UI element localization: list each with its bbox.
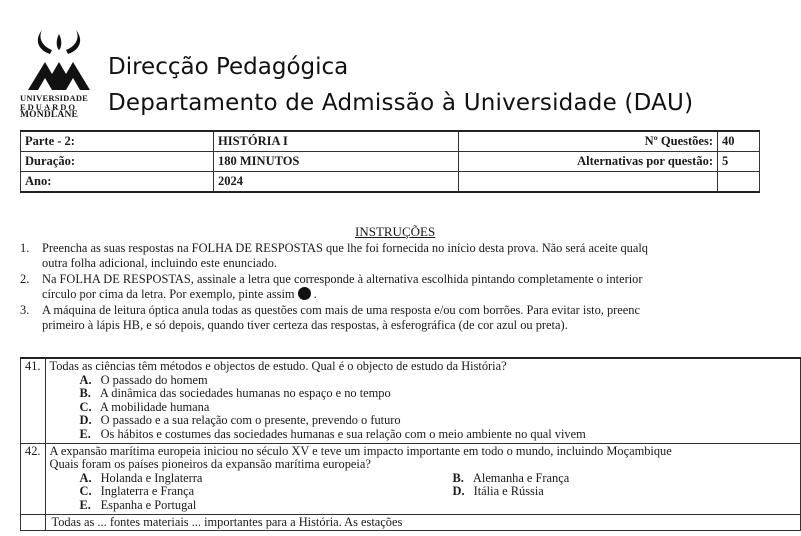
option-letter: E. <box>79 497 91 512</box>
logo-line-3: MONDLANE <box>20 110 79 120</box>
parte-label: Parte - 2: <box>21 131 214 152</box>
option-d <box>50 414 796 428</box>
instruction-text: círculo por cima da letra. Por exemplo, pinte assim <box>42 287 295 302</box>
question-body <box>45 443 800 514</box>
option-letter: B. <box>452 470 464 485</box>
option-c <box>50 485 423 499</box>
instruction-end: . <box>313 287 317 302</box>
option-text: A mobilidade humana <box>99 399 210 414</box>
options-row <box>50 472 796 486</box>
option-text: O passado e a sua relação com o presente, prevendo o futuro <box>100 413 401 428</box>
questions-table <box>20 357 801 531</box>
option-letter: D. <box>79 413 92 428</box>
option-c <box>50 401 796 415</box>
question-number <box>21 514 46 531</box>
question-41 <box>21 358 801 443</box>
question-stem: A expansão marítima europeia iniciou no século XV e teve um impacto importante em todo o mundo, incluindo Moçambique <box>49 443 672 458</box>
question-stem: Todas as ciências têm métodos e objectos de estudo. Qual é o objecto de estudo da História? <box>49 359 507 373</box>
question-stem-cut: Todas as ... fontes materiais ... importantes para a História. As estações <box>51 514 403 529</box>
alternativas-label: Alternativas por questão: <box>459 152 718 172</box>
title-direccao: Direcção Pedagógica <box>108 54 349 80</box>
option-text: A dinâmica das sociedades humanas no espaço e no tempo <box>99 386 391 401</box>
option-text: Itália e Rússia <box>473 484 544 499</box>
question-body <box>45 514 800 531</box>
instruction-item <box>20 272 760 303</box>
options-row <box>50 485 796 499</box>
logo-line-2: EDUARDO <box>20 101 77 112</box>
instruction-line: outra folha adicional, incluindo este enunciado. <box>42 256 277 271</box>
instruction-item <box>20 241 760 272</box>
exam-info-table <box>20 130 760 193</box>
option-text: Espanha e Portugal <box>100 497 197 512</box>
info-row-parte <box>21 131 760 152</box>
instruction-line: primeiro à lápis HB, e só depois, quando tiver certeza das respostas, à esferográfica (de cor azul ou preta). <box>42 318 568 333</box>
parte-value: HISTÓRIA I <box>214 131 459 152</box>
university-logo <box>20 28 100 120</box>
info-row-ano <box>21 172 760 193</box>
option-letter: A. <box>79 470 92 485</box>
logo-text <box>20 94 100 120</box>
option-letter: C. <box>79 399 92 414</box>
ano-label: Ano: <box>21 172 214 193</box>
question-number: 41. <box>21 358 46 443</box>
questoes-label: Nº Questões: <box>459 131 718 152</box>
option-letter: C. <box>79 484 92 499</box>
uem-emblem-icon <box>28 28 90 92</box>
option-text: Inglaterra e França <box>100 484 195 499</box>
question-body <box>45 358 800 443</box>
option-a <box>50 374 796 388</box>
filled-circle-icon <box>298 287 311 300</box>
option-letter: E. <box>79 426 91 441</box>
questoes-value: 40 <box>718 131 760 152</box>
instruction-number: 3. <box>20 302 30 317</box>
question-number: 42. <box>21 443 46 514</box>
option-a <box>50 472 423 486</box>
instructions-title: INSTRUÇÕES <box>355 224 436 239</box>
option-text: O passado do homem <box>100 372 208 387</box>
option-b <box>50 387 796 401</box>
instruction-item <box>20 303 760 334</box>
option-text: Alemanha e França <box>472 470 570 485</box>
option-letter: A. <box>79 372 92 387</box>
option-b <box>423 472 796 486</box>
title-departamento: Departamento de Admissão à Universidade (DAU) <box>108 90 694 116</box>
info-row-duracao <box>21 152 760 172</box>
option-letter: B. <box>79 386 91 401</box>
option-text: Os hábitos e costumes das sociedades humanas e sua relação com o meio ambiente no qual vivem <box>100 426 586 441</box>
instruction-number: 1. <box>20 241 30 255</box>
option-letter: D. <box>452 484 465 499</box>
option-text: Holanda e Inglaterra <box>100 470 203 485</box>
empty-cell <box>718 172 760 193</box>
duracao-value: 180 MINUTOS <box>214 152 459 172</box>
alternativas-value: 5 <box>718 152 760 172</box>
question-43-cut <box>21 514 801 531</box>
option-e <box>50 428 796 442</box>
instruction-line: Preencha as suas respostas na FOLHA DE RESPOSTAS que lhe foi fornecida no início desta prova. Não será aceite qualq <box>42 241 648 255</box>
instruction-line: Na FOLHA DE RESPOSTAS, assinale a letra que corresponde à alternativa escolhida pintando completamente o interior <box>42 271 643 286</box>
logo-line-1: UNIVERSIDADE <box>20 93 89 103</box>
instructions-list <box>20 241 760 333</box>
instruction-number: 2. <box>20 271 30 286</box>
duracao-label: Duração: <box>21 152 214 172</box>
ano-value: 2024 <box>214 172 459 193</box>
option-d <box>423 485 796 499</box>
option-e <box>50 499 796 513</box>
empty-cell <box>459 172 718 193</box>
question-stem: Quais foram os países pioneiros da expansão marítima europeia? <box>49 457 371 472</box>
instruction-line: A máquina de leitura óptica anula todas as questões com mais de uma resposta e/ou com borrões. Para evitar isto, preenc <box>42 302 641 317</box>
instruction-line <box>42 287 760 302</box>
question-42 <box>21 443 801 514</box>
